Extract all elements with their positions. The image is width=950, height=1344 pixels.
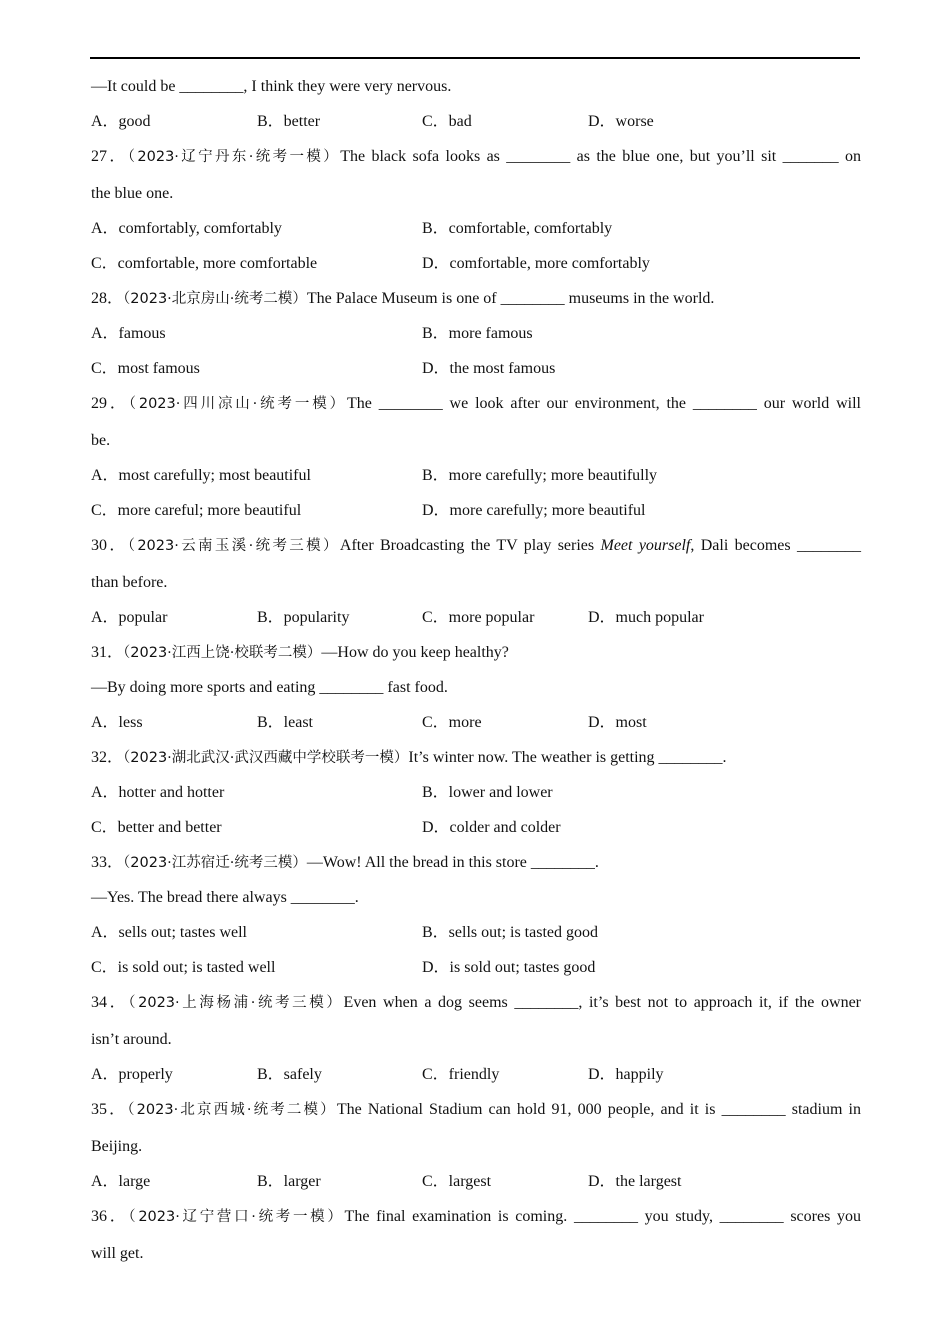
q28-option-c: C．most famous — [91, 360, 200, 377]
question-text: —Wow! All the bread in this store ________. — [306, 854, 599, 871]
header-rule — [90, 57, 860, 59]
question-number: 29． — [91, 395, 129, 412]
question-source: （2023·江苏宿迁·统考三模） — [123, 855, 307, 871]
q30-stem — [91, 536, 861, 556]
q31-stem — [91, 643, 861, 663]
question-number: 28． — [91, 290, 124, 307]
q32-option-b: B．lower and lower — [422, 784, 553, 801]
question-source: （2023·湖北武汉·武汉西藏中学校联考一模） — [123, 750, 409, 766]
q35-option-d: D．the largest — [588, 1173, 682, 1190]
q32-option-a: A．hotter and hotter — [91, 784, 225, 801]
q36-stem-continued: will get. — [91, 1245, 144, 1262]
question-text: The ________ we look after our environment, the ________ our world will — [346, 395, 861, 412]
q27-option-b: B．comfortable, comfortably — [422, 220, 613, 237]
q33-option-c: C．is sold out; is tasted well — [91, 959, 276, 976]
q28-stem — [91, 289, 861, 309]
question-source: （2023·辽宁丹东·统考一模） — [127, 149, 341, 165]
q34-option-b: B．safely — [257, 1066, 322, 1083]
question-number: 27． — [91, 148, 128, 165]
q34-option-c: C．friendly — [422, 1066, 500, 1083]
question-number: 33． — [91, 854, 124, 871]
q28-option-b: B．more famous — [422, 325, 533, 342]
q29-option-c: C．more careful; more beautiful — [91, 502, 302, 519]
q29-option-a: A．most carefully; most beautiful — [91, 467, 311, 484]
question-number: 31． — [91, 644, 124, 661]
q35-option-b: B．larger — [257, 1173, 321, 1190]
q27-stem — [91, 147, 861, 167]
q32-option-d: D．colder and colder — [422, 819, 561, 836]
tv-series-title: Meet yourself — [600, 537, 691, 554]
q32-stem — [91, 748, 861, 768]
q33-option-b: B．sells out; is tasted good — [422, 924, 599, 941]
question-number: 36． — [91, 1208, 129, 1225]
q34-option-d: D．happily — [588, 1066, 664, 1083]
q34-stem-continued: isn’t around. — [91, 1031, 172, 1048]
q34-option-a: A．properly — [91, 1066, 173, 1083]
question-source: （2023·北京西城·统考二模） — [127, 1102, 337, 1118]
q26-option-b: B．better — [257, 113, 321, 130]
q35-option-a: A．large — [91, 1173, 151, 1190]
q33-stem — [91, 853, 861, 873]
q29-option-b: B．more carefully; more beautifully — [422, 467, 658, 484]
q27-option-d: D．comfortable, more comfortably — [422, 255, 650, 272]
question-source: （2023·四川凉山·统考一模） — [128, 396, 347, 412]
question-text: The final examination is coming. ________ you study, ________ scores you — [344, 1208, 862, 1225]
q26-option-a: A．good — [91, 113, 151, 130]
q31-option-a: A．less — [91, 714, 143, 731]
q30-option-d: D．much popular — [588, 609, 704, 626]
question-text: After Broadcasting the TV play series — [339, 537, 601, 554]
q29-stem-continued: be. — [91, 432, 111, 449]
q27-option-a: A．comfortably, comfortably — [91, 220, 282, 237]
question-source: （2023·辽宁营口·统考一模） — [128, 1209, 345, 1225]
q30-stem-continued: than before. — [91, 574, 168, 591]
q26-dialog-line: —It could be ________, I think they were very nervous. — [91, 78, 452, 95]
question-text-tail: , Dali becomes ________ — [690, 537, 861, 554]
q30-option-c: C．more popular — [422, 609, 535, 626]
question-number: 30． — [91, 537, 128, 554]
question-text: Even when a dog seems ________, it’s best not to approach it, if the owner — [343, 994, 861, 1011]
q32-option-c: C．better and better — [91, 819, 222, 836]
q34-stem — [91, 993, 861, 1013]
question-source: （2023·云南玉溪·统考三模） — [127, 538, 340, 554]
q30-option-a: A．popular — [91, 609, 168, 626]
question-text: It’s winter now. The weather is getting ________. — [408, 749, 727, 766]
q28-option-d: D．the most famous — [422, 360, 556, 377]
q31-dialog-reply: —By doing more sports and eating ________ fast food. — [91, 679, 448, 696]
q31-option-b: B．least — [257, 714, 313, 731]
q35-stem-continued: Beijing. — [91, 1138, 143, 1155]
question-number: 35． — [91, 1101, 128, 1118]
q28-option-a: A．famous — [91, 325, 166, 342]
question-source: （2023·上海杨浦·统考三模） — [128, 995, 344, 1011]
question-number: 34． — [91, 994, 129, 1011]
question-number: 32． — [91, 749, 124, 766]
q30-option-b: B．popularity — [257, 609, 350, 626]
q35-option-c: C．largest — [422, 1173, 492, 1190]
q33-option-d: D．is sold out; tastes good — [422, 959, 596, 976]
question-text: The National Stadium can hold 91, 000 people, and it is ________ stadium in — [336, 1101, 861, 1118]
question-source: （2023·江西上饶·校联考二模） — [123, 645, 322, 661]
q27-stem-continued: the blue one. — [91, 185, 174, 202]
question-source: （2023·北京房山·统考二模） — [123, 291, 307, 307]
q33-dialog-reply: —Yes. The bread there always ________. — [91, 889, 359, 906]
q36-stem — [91, 1207, 861, 1227]
question-text: —How do you keep healthy? — [321, 644, 509, 661]
question-text: The black sofa looks as ________ as the blue one, but you’ll sit _______ on — [340, 148, 862, 165]
q31-option-d: D．most — [588, 714, 647, 731]
q29-stem — [91, 394, 861, 414]
q26-option-c: C．bad — [422, 113, 472, 130]
q26-option-d: D．worse — [588, 113, 654, 130]
q27-option-c: C．comfortable, more comfortable — [91, 255, 318, 272]
q35-stem — [91, 1100, 861, 1120]
q29-option-d: D．more carefully; more beautiful — [422, 502, 646, 519]
q31-option-c: C．more — [422, 714, 482, 731]
question-text: The Palace Museum is one of ________ museums in the world. — [306, 290, 715, 307]
q33-option-a: A．sells out; tastes well — [91, 924, 247, 941]
